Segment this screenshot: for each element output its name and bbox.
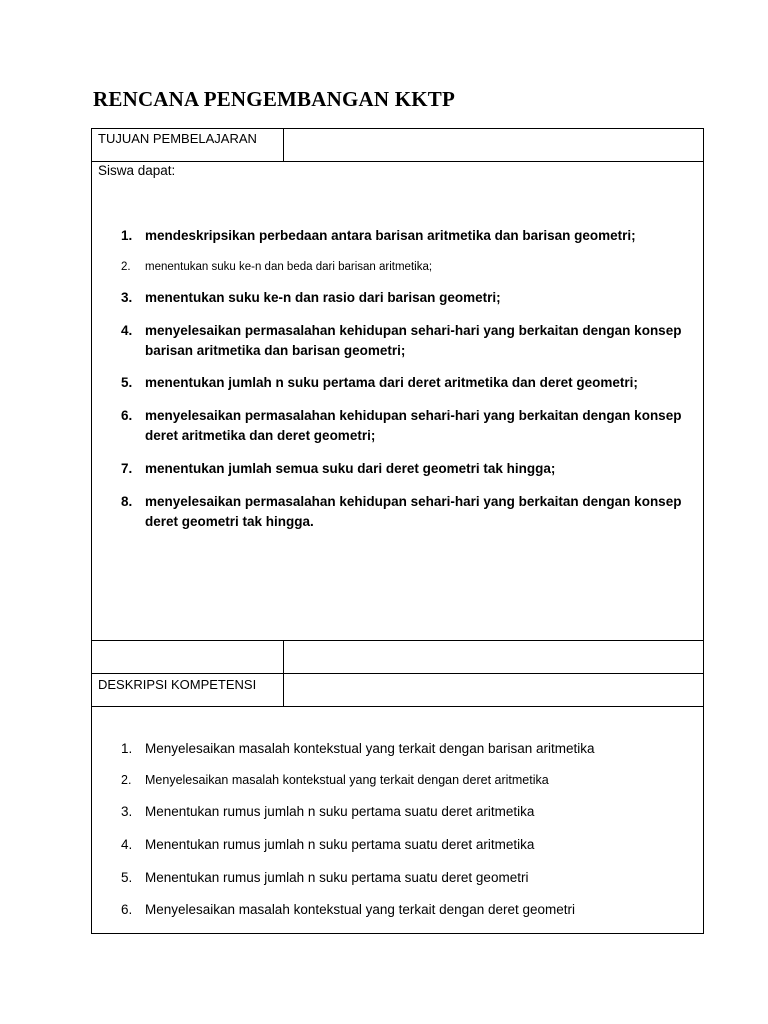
list-item-number: 6. [121,408,133,423]
list-item-number: 5. [121,375,133,390]
page-title: RENCANA PENGEMBANGAN KKTP [93,87,456,111]
list-item [117,321,697,361]
list-item-text: Menyelesaikan masalah kontekstual yang terkait dengan deret aritmetika [145,773,549,787]
list-item [117,288,697,308]
list-item [117,900,697,920]
table-column-divider [283,640,284,707]
table-rule [91,673,704,674]
list-item-number: 1. [121,741,133,756]
list-item [117,257,697,277]
list-item-number: 2. [121,261,131,273]
list-item-number: 4. [121,323,133,338]
siswa-dapat-intro: Siswa dapat: [98,163,176,178]
list-item-text: menentukan jumlah semua suku dari deret geometri tak hingga; [145,461,556,476]
list-item-text: menentukan suku ke-n dan rasio dari barisan geometri; [145,290,501,305]
list-item-text: mendeskripsikan perbedaan antara barisan aritmetika dan barisan geometri; [145,228,636,243]
list-item [117,226,697,246]
table-rule [91,161,704,162]
deskripsi-kompetensi-label: DESKRIPSI KOMPETENSI [98,677,257,692]
tujuan-pembelajaran-label: TUJUAN PEMBELAJARAN [98,131,257,146]
list-item [117,492,697,532]
list-item [117,835,697,855]
list-item-number: 5. [121,870,133,885]
list-item-text: Menentukan rumus jumlah n suku pertama suatu deret geometri [145,870,529,885]
list-item-text: Menentukan rumus jumlah n suku pertama suatu deret aritmetika [145,837,535,852]
list-item-number: 3. [121,290,133,305]
list-item-text: menyelesaikan permasalahan kehidupan sehari-hari yang berkaitan dengan konsep deret geometri tak hingga. [145,494,682,529]
table-rule [91,640,704,641]
list-item-text: menentukan jumlah n suku pertama dari deret aritmetika dan deret geometri; [145,375,638,390]
list-item [117,868,697,888]
list-item-text: menyelesaikan permasalahan kehidupan sehari-hari yang berkaitan dengan konsep deret aritmetika dan deret geometri; [145,408,682,443]
list-item-number: 4. [121,837,133,852]
table-column-divider [283,128,284,162]
list-item [117,459,697,479]
list-item-text: Menentukan rumus jumlah n suku pertama suatu deret aritmetika [145,804,535,819]
list-item-text: Menyelesaikan masalah kontekstual yang terkait dengan deret geometri [145,902,576,917]
list-item [117,406,697,446]
list-item-text: Menyelesaikan masalah kontekstual yang terkait dengan barisan aritmetika [145,741,595,756]
list-item [117,802,697,822]
list-item-number: 7. [121,461,133,476]
list-item-number: 6. [121,902,133,917]
list-item [117,739,697,759]
list-item [117,770,697,790]
list-item-number: 3. [121,804,133,819]
list-item-number: 1. [121,228,133,243]
table-rule [91,706,704,707]
list-item-number: 2. [121,773,132,787]
list-item-text: menyelesaikan permasalahan kehidupan sehari-hari yang berkaitan dengan konsep barisan aritmetika dan barisan geometri; [145,323,682,358]
list-item [117,373,697,393]
list-item-text: menentukan suku ke-n dan beda dari barisan aritmetika; [145,261,433,273]
list-item-number: 8. [121,494,133,509]
